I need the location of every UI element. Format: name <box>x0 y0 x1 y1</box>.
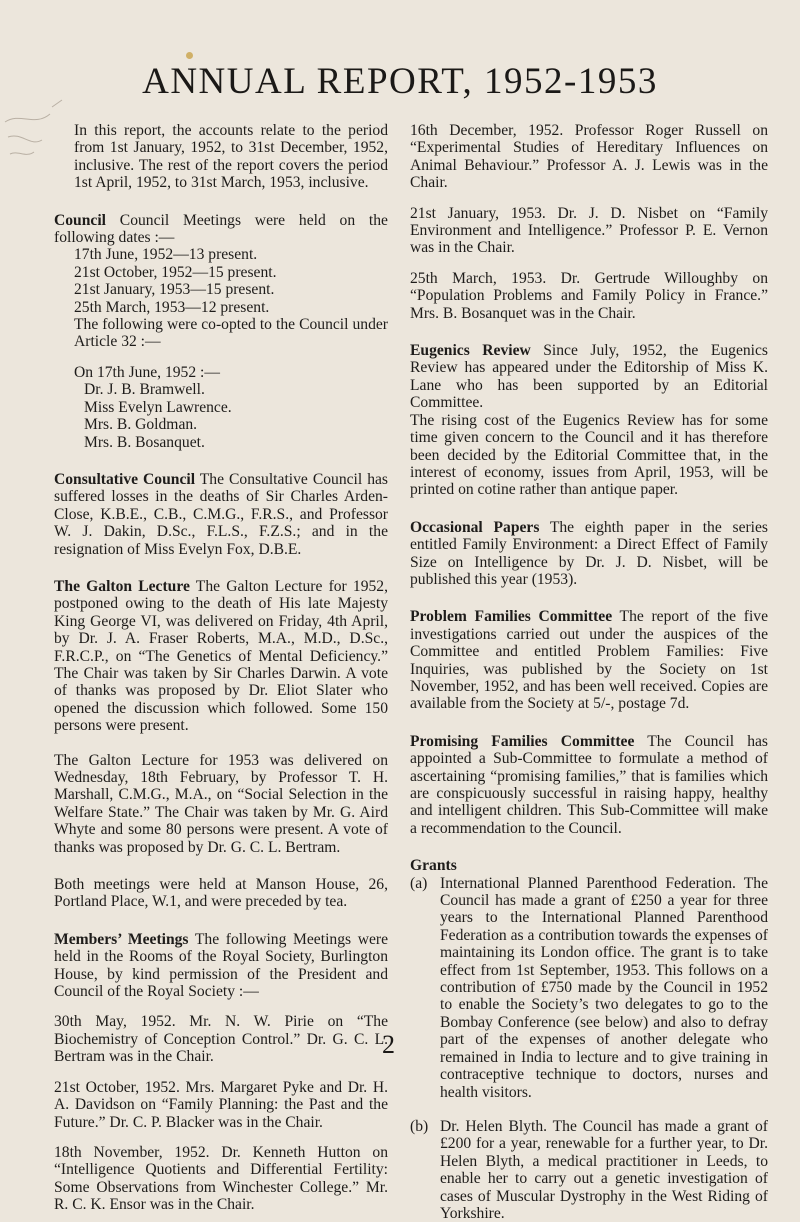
galton-text-1: The Galton Lecture for 1952, postponed owing to the death of His late Majesty King George VI, was delivered on Friday, 4th April, by Dr. J. A. Fraser Roberts, M.A., M.D., D.Sc., F.R.C.P., on “The Genetics of Mental Deficiency.” The Chair was taken by Sir Charles Darwin. A vote of thanks was proposed by Dr. Eliot Slater who opened the discussion which followed. Some 150 persons were present. <box>54 577 388 735</box>
left-column <box>54 122 388 1214</box>
grant-label: (a) <box>410 874 428 892</box>
occasional-text: The eighth paper in the series entitled Family Environment: a Direct Effect of Family Size on Intelligence by Dr. J. D. Nisbet, will be published this year (1953). <box>410 518 769 588</box>
members-text: The following Meetings were held in the Rooms of the Royal Society, Burlington House, by kind permission of the President and Council of the Royal Society :— <box>54 930 388 1001</box>
problem-families-heading: Problem Families Committee <box>410 608 613 626</box>
meeting-entry: 21st January, 1953. Dr. J. D. Nisbet on “Family Environment and Intelligence.” Professor P. E. Vernon was in the Chair. <box>410 204 768 257</box>
coopted-date: On 17th June, 1952 :— <box>74 363 220 381</box>
occasional-section <box>410 519 768 589</box>
council-heading: Council <box>54 211 106 229</box>
list-item: Miss Evelyn Lawrence. <box>84 398 232 416</box>
promising-families-text: The Council has appointed a Sub-Committee to formulate a method of ascertaining “promising families,” that is families which are conspicuously successful in raising happy, healthy and intelligent children. This Sub-Committee will make a recommendation to the Council. <box>410 732 768 837</box>
council-dates-list <box>54 246 388 316</box>
problem-families-text: The report of the five investigations carried out under the auspices of the Committee and entitled Problem Families: Five Inquiries, was published by the Society on 1st November, 1952, and has been well received. Copies are available from the Society at 5/-, postage 7d. <box>410 608 769 713</box>
eugenics-heading: Eugenics Review <box>410 342 531 360</box>
list-item: 17th June, 1952—13 present. <box>74 246 258 264</box>
members-heading: Members’ Meetings <box>54 930 189 948</box>
list-item: Mrs. B. Goldman. <box>84 416 198 434</box>
grant-item <box>410 1118 768 1222</box>
consultative-text: The Consultative Council has suffered losses in the deaths of Sir Charles Arden-Close, K.B.E., C.B., C.M.G., F.R.S., and Professor W. J. Dakin, D.Sc., F.L.S., F.Z.S.; and in the resignation of Miss Evelyn Fox, D.B.E. <box>54 470 388 558</box>
meeting-entry: 25th March, 1953. Dr. Gertrude Willoughby on “Population Problems and Family Policy in France.” Mrs. B. Bosanquet was in the Chair. <box>410 269 768 322</box>
council-section <box>54 212 388 247</box>
list-item: 21st October, 1952—15 present. <box>74 263 277 281</box>
council-text: Council Meetings were held on the following dates :— <box>54 211 388 247</box>
intro-paragraph: In this report, the accounts relate to the period from 1st January, 1952, to 31st December, 1952, inclusive. The rest of the report covers the period 1st April, 1952, to 31st March, 1953, inclusive. <box>74 122 388 192</box>
eugenics-text-2: The rising cost of the Eugenics Review has for some time given concern to the Council and it has therefore been decided by the Editorial Committee that, in the interest of economy, issues from April, 1953, will be printed on cotine rather than antique paper. <box>410 411 768 499</box>
promising-families-section <box>410 733 768 837</box>
consultative-section <box>54 471 388 558</box>
grants-heading: Grants <box>410 857 457 875</box>
eugenics-text-1: Since July, 1952, the Eugenics Review has appeared under the Editorship of Miss K. Lane who has been supported by an Editorial Committee. <box>410 342 768 412</box>
grant-text: Dr. Helen Blyth. The Council has made a grant of £200 for a year, renewable for a further year, to Dr. Helen Blyth, a medical practitioner in Leeds, to enable her to carry out a genetic investigation of cases of Muscular Dystrophy in the West Riding of Yorkshire. <box>440 1117 768 1222</box>
grant-item <box>410 875 768 1101</box>
occasional-heading: Occasional Papers <box>410 518 540 536</box>
coopted-names-list <box>54 381 388 451</box>
list-item: 25th March, 1953—12 present. <box>74 298 270 316</box>
meeting-entry: 30th May, 1952. Mr. N. W. Pirie on “The Biochemistry of Conception Control.” Dr. G. C. L. Bertram was in the Chair. <box>54 1013 388 1066</box>
page-number: 2 <box>382 1030 395 1059</box>
galton-text-3: Both meetings were held at Manson House, 26, Portland Place, W.1, and were preceded by tea. <box>54 876 388 911</box>
problem-families-section <box>410 608 768 712</box>
meeting-entry: 16th December, 1952. Professor Roger Russell on “Experimental Studies of Hereditary Influences on Animal Behaviour.” Professor A. J. Lewis was in the Chair. <box>410 122 768 192</box>
coopted-text: The following were co-opted to the Council under Article 32 :— <box>74 316 388 351</box>
galton-text-2: The Galton Lecture for 1953 was delivered on Wednesday, 18th February, by Professor T. H. Marshall, C.M.G., M.A., on “Social Selection in the Welfare State.” The Chair was taken by Mr. G. Aird Whyte and some 80 persons were present. A vote of thanks was proposed by Dr. G. C. L. Bertram. <box>54 751 388 856</box>
meeting-entry: 21st October, 1952. Mrs. Margaret Pyke and Dr. H. A. Davidson on “Family Planning: the Past and the Future.” Dr. C. P. Blacker was in the Chair. <box>54 1078 388 1131</box>
grant-label: (b) <box>410 1117 429 1135</box>
right-column <box>410 122 768 1222</box>
list-item: Dr. J. B. Bramwell. <box>84 381 205 399</box>
members-section <box>54 931 388 1001</box>
promising-families-heading: Promising Families Committee <box>410 732 635 750</box>
page-title: ANNUAL REPORT, 1952-1953 <box>142 61 658 102</box>
consultative-heading: Consultative Council <box>54 470 196 488</box>
eugenics-section <box>410 342 768 412</box>
galton-heading: The Galton Lecture <box>54 577 190 595</box>
grant-text: International Planned Parenthood Federation. The Council has made a grant of £250 a year for three years to the International Planned Parenthood Federation as a contribution towards the expenses of maintaining its London office. The grant is to take effect from 1st September, 1953. This follows on a contribution of £750 made by the Council in 1952 to enable the Society’s two delegates to go to the Bombay Conference (see below) and also to defray part of the expenses of another delegate who remained in India to lecture and to give training in contraceptive technique to doctors, nurses and health visitors. <box>440 874 768 1101</box>
list-item: 21st January, 1953—15 present. <box>74 281 275 299</box>
ornament-dot <box>186 52 193 59</box>
list-item: Mrs. B. Bosanquet. <box>84 433 205 451</box>
galton-section <box>54 578 388 735</box>
meeting-entry: 18th November, 1952. Dr. Kenneth Hutton on “Intelligence Quotients and Differential Fertility: Some Observations from Winchester College.” Mr. R. C. K. Ensor was in the Chair. <box>54 1143 388 1214</box>
